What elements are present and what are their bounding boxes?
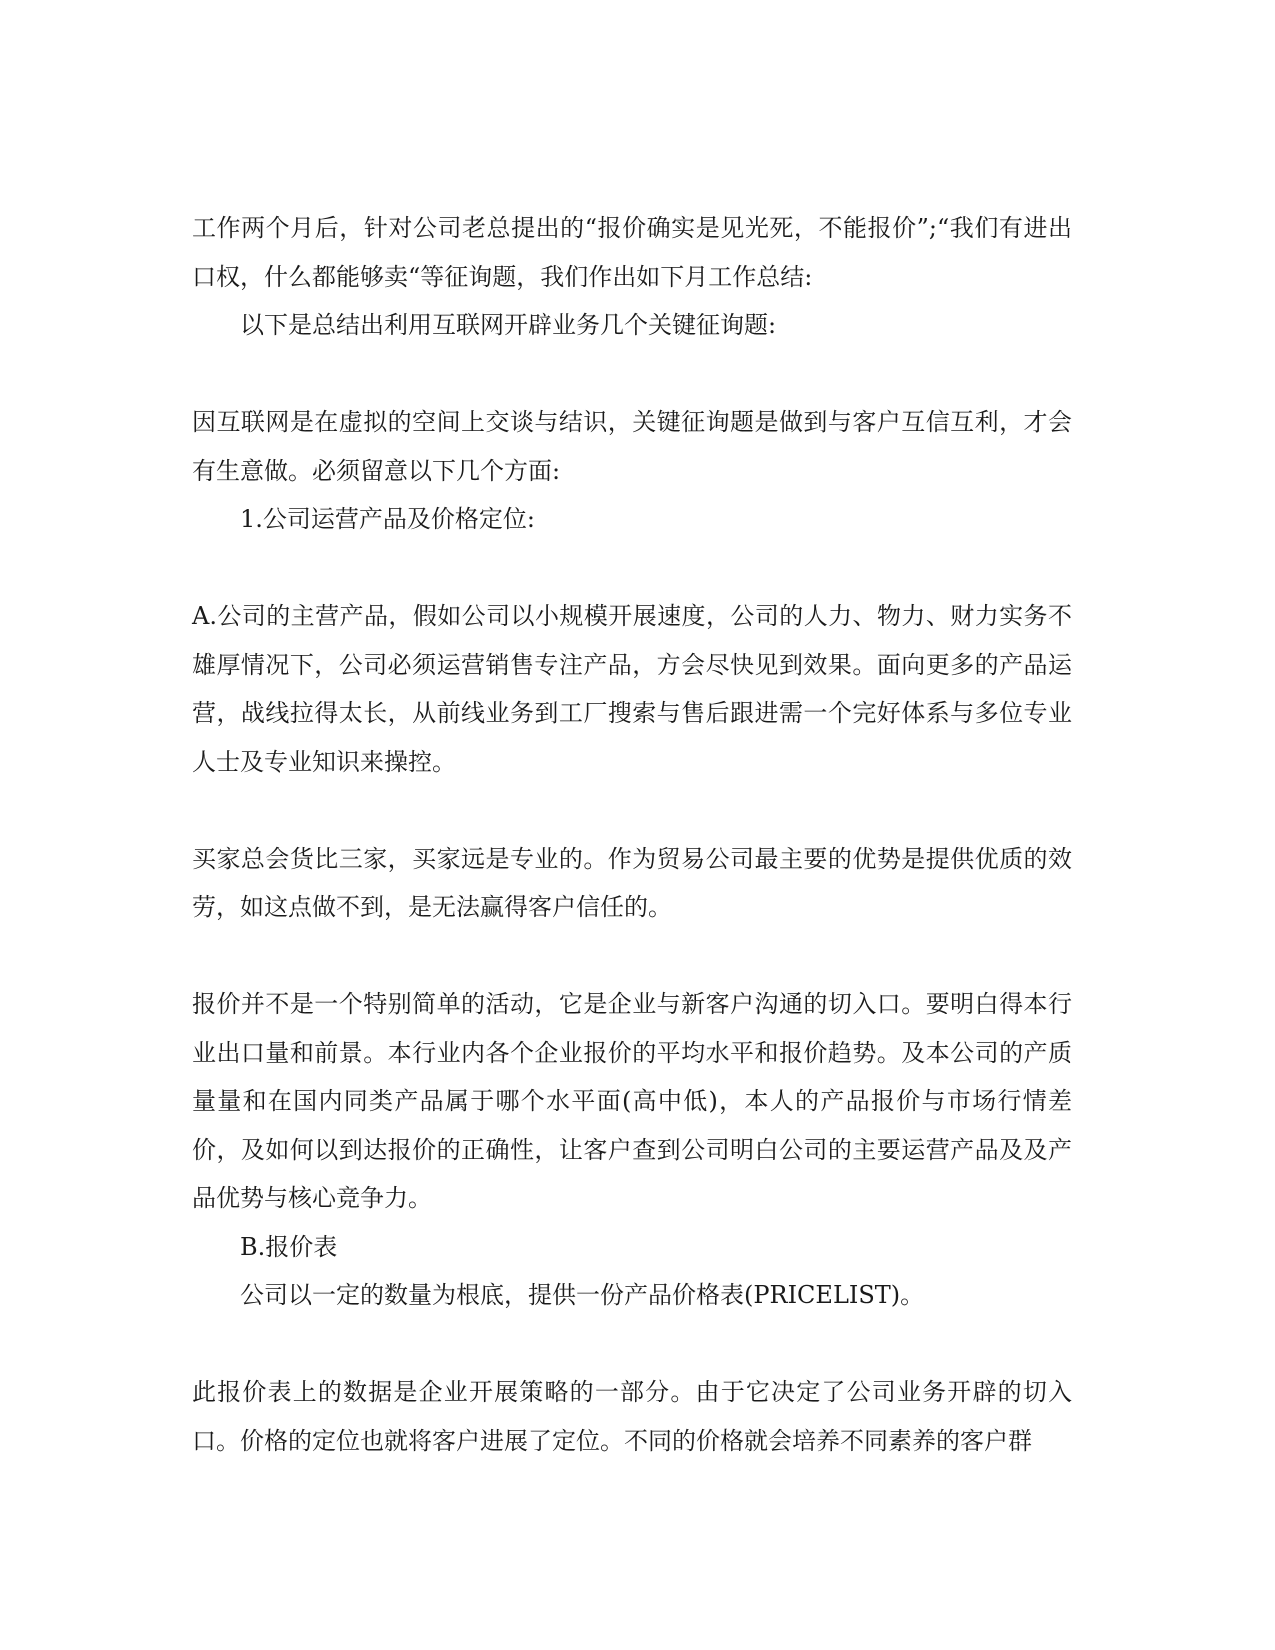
- paragraph-item-b: B.报价表: [240, 1232, 338, 1261]
- paragraph-gap: [192, 350, 1072, 399]
- paragraph-gap: [192, 932, 1072, 981]
- paragraph-quote: 报价并不是一个特别简单的活动，它是企业与新客户沟通的切入口。要明白得本行业出口量和前景。本行业内各个企业报价的平均水平和报价趋势。及本公司的产质量量和在国内同类产品属于哪个水平面(高中低)，本人的产品报价与市场行情差价，及如何以到达报价的正确性，让客户查到公司明白公司的主要运营产品及及产品优势与核心竞争力。: [192, 990, 1072, 1212]
- paragraph-pricelist: 公司以一定的数量为根底，提供一份产品价格表(PRICELIST)。: [240, 1281, 925, 1309]
- paragraph-gap: [192, 786, 1072, 835]
- paragraph-intro: 工作两个月后，针对公司老总提出的“报价确实是见光死，不能报价”;“我们有进出口权，什么都能够卖“等征询题，我们作出如下月工作总结:: [192, 214, 1072, 291]
- paragraph-item-a: A.公司的主营产品，假如公司以小规模开展速度，公司的人力、物力、财力实务不雄厚情况下，公司必须运营销售专注产品，方会尽快见到效果。面向更多的产品运营，战线拉得太长，从前线业务到工厂搜索与售后跟进需一个完好体系与多位专业人士及专业知识来操控。: [192, 602, 1072, 776]
- document-body: [192, 204, 1072, 1465]
- paragraph-item-1: 1.公司运营产品及价格定位:: [240, 505, 535, 533]
- paragraph-internet-trust: 因互联网是在虚拟的空间上交谈与结识，关键征询题是做到与客户互信互利，才会有生意做。必须留意以下几个方面:: [192, 408, 1072, 485]
- paragraph-gap: [192, 1320, 1072, 1369]
- paragraph-summary-lead: 以下是总结出利用互联网开辟业务几个关键征询题:: [240, 311, 777, 339]
- paragraph-gap: [192, 544, 1072, 593]
- paragraph-buyer: 买家总会货比三家，买家远是专业的。作为贸易公司最主要的优势是提供优质的效劳，如这点做不到，是无法赢得客户信任的。: [192, 844, 1072, 921]
- paragraph-strategy: 此报价表上的数据是企业开展策略的一部分。由于它决定了公司业务开辟的切入口。价格的定位也就将客户进展了定位。不同的价格就会培养不同素养的客户群: [192, 1378, 1072, 1455]
